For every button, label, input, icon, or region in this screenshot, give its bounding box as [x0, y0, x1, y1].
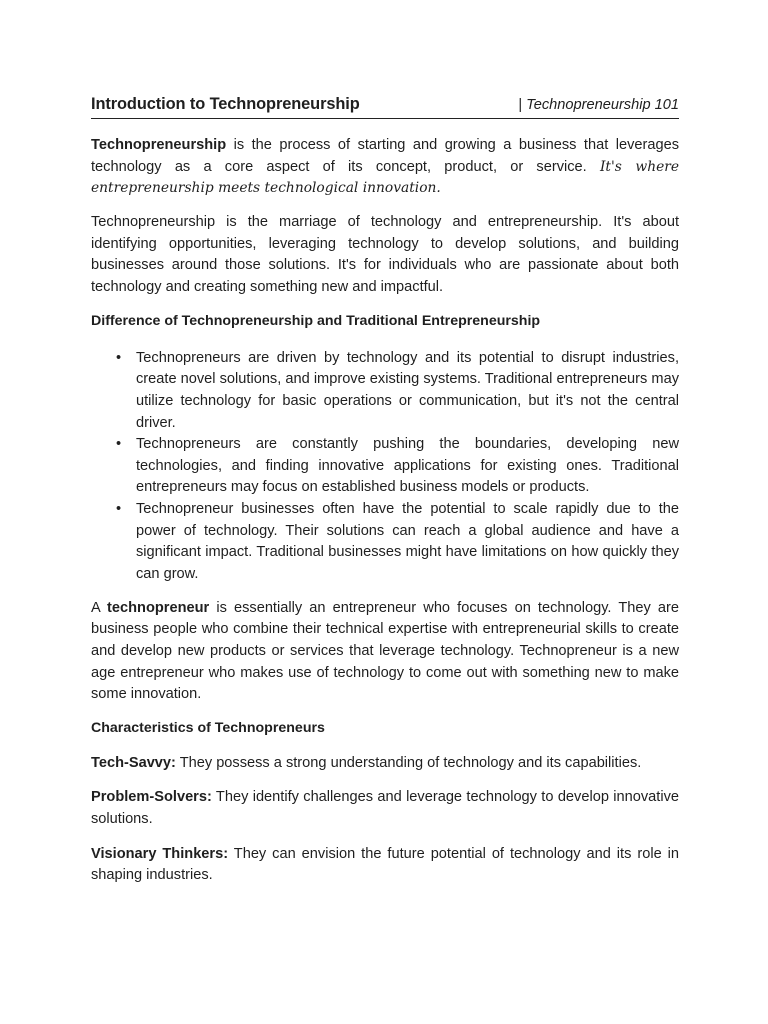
characteristic-text: They possess a strong understanding of technology and its capabilities. — [175, 754, 642, 771]
technopreneur-prefix: A — [91, 599, 108, 616]
characteristic-item — [91, 753, 679, 775]
header-separator: | — [518, 97, 523, 113]
characteristic-label: Visionary Thinkers: — [91, 845, 229, 862]
list-item — [116, 434, 679, 499]
technopreneur-paragraph — [91, 598, 679, 706]
list-item-text: Technopreneurs are constantly pushing the boundaries, developing new technologies, and finding innovative applications for existing ones. Traditional entrepreneurs may focus on established business models or products. — [136, 436, 679, 496]
bullet-icon: • — [116, 436, 122, 453]
list-item — [116, 499, 679, 585]
list-item-text: Technopreneur businesses often have the potential to scale rapidly due to the power of technology. Their solutions can reach a global audience and have a significant impact. Traditional businesses might have limitations on how quickly they can grow. — [136, 500, 679, 582]
difference-heading: Difference of Technopreneurship and Traditional Entrepreneurship — [91, 313, 541, 330]
list-item-text: Technopreneurs are driven by technology and its potential to disrupt industries, create novel solutions, and improve existing systems. Traditional entrepreneurs may utilize technology for basic operations or communication, but it's not the central driver. — [136, 349, 679, 431]
technopreneur-term: technopreneur — [107, 599, 210, 616]
characteristics-heading: Characteristics of Technopreneurs — [91, 720, 325, 737]
intro-tagline: It's where entrepreneurship meets technological innovation. — [91, 158, 680, 197]
intro-text: is the process of starting and growing a business that leverages technology as a core aspect of its concept, product, or service. — [91, 137, 679, 175]
list-item — [116, 348, 679, 434]
characteristic-item — [91, 787, 679, 830]
course-tag — [518, 95, 679, 117]
technopreneur-text: is essentially an entrepreneur who focuses on technology. They are business people who combine their technical expertise with entrepreneurial skills to create and develop new products or services that leverage technology. Technopreneur is a new age entrepreneur who makes use of technology to come out with something new to make some innovation. — [91, 599, 679, 703]
course-name: Technopreneurship 101 — [526, 97, 679, 113]
bullet-icon: • — [116, 349, 122, 366]
characteristic-label: Problem-Solvers: — [91, 789, 212, 806]
document-page — [91, 92, 679, 887]
definition-paragraph: Technopreneurship is the marriage of technology and entrepreneurship. It's about identifying opportunities, leveraging technology to develop solutions, and building businesses around those solutions. It's for individuals who are passionate about both technology and creating something new and impactful. — [91, 214, 679, 296]
characteristic-text: They identify challenges and leverage technology to develop innovative solutions. — [91, 789, 679, 828]
intro-paragraph — [91, 135, 679, 200]
characteristic-text: They can envision the future potential of technology and its role in shaping industries. — [91, 845, 679, 884]
characteristic-label: Tech-Savvy: — [91, 754, 176, 771]
characteristic-item — [91, 844, 679, 887]
bullet-icon: • — [116, 500, 122, 517]
intro-term: Technopreneurship — [91, 137, 227, 153]
page-title: Introduction to Technopreneurship — [91, 95, 360, 113]
difference-list — [91, 348, 679, 586]
page-header — [91, 92, 679, 119]
